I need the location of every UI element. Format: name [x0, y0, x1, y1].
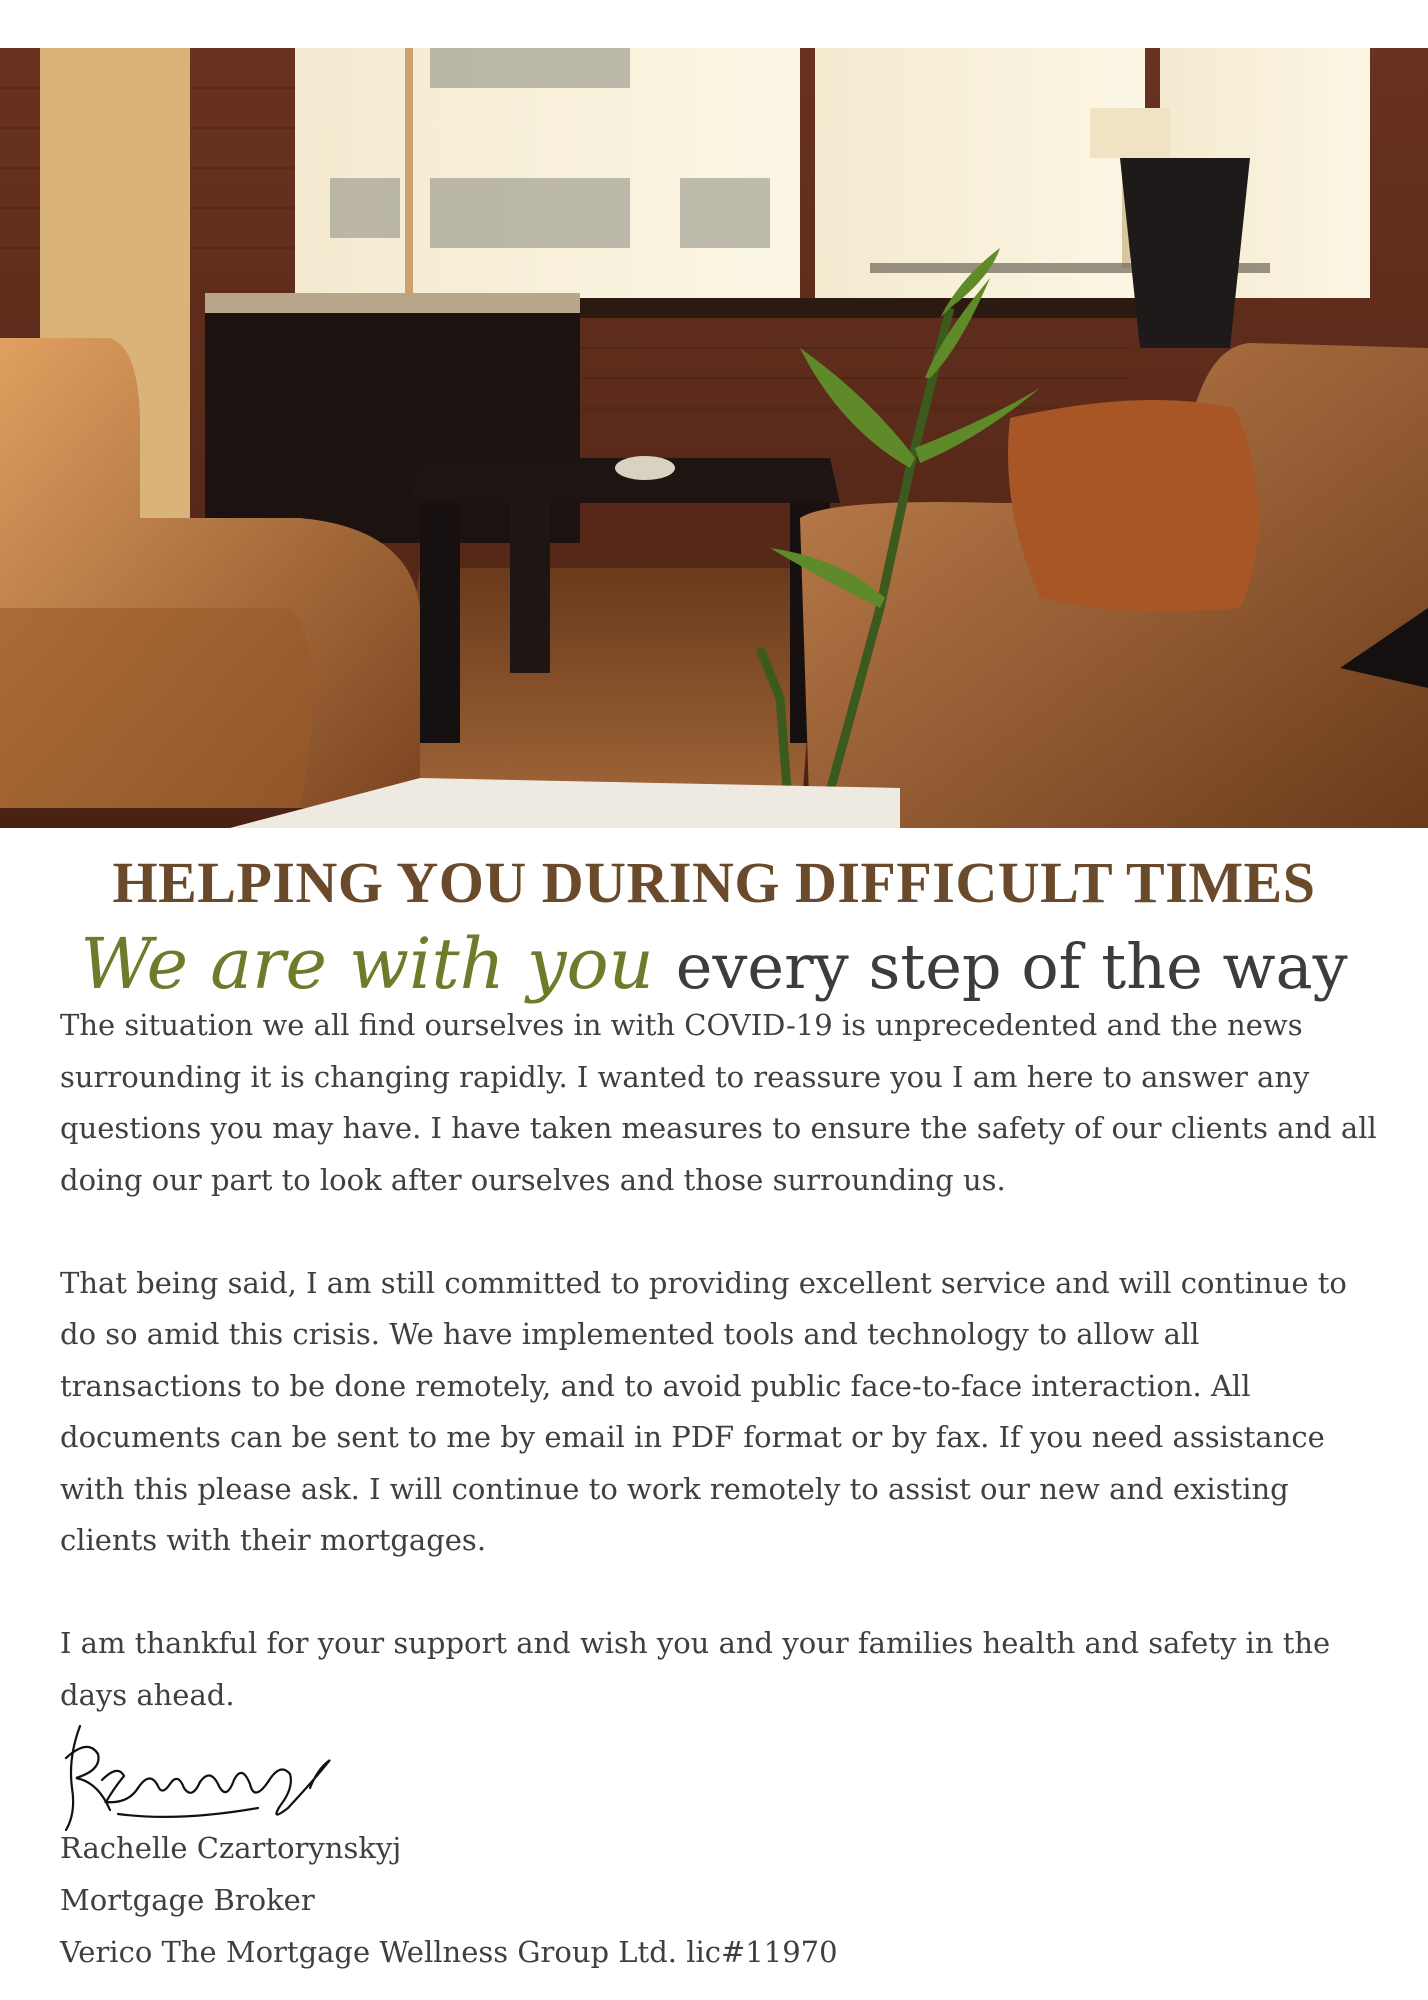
letter-paragraph: That being said, I am still committed to providing excellent service and will continue to do so amid this crisis. We have implemented tools and technology to allow all transactions to be done remotely, and to avoid public face-to-face interaction. All documents can be sent to me by email in PDF format or by fax. If you need assistance with this please ask. I will continue to work remotely to assist our new and existing clients with their mortgages. — [60, 1265, 1347, 1557]
letter-body — [60, 1000, 1390, 1721]
signature-block — [60, 1822, 838, 1978]
subheadline-plain: every step of the way — [675, 930, 1348, 1003]
letter-paragraph: I am thankful for your support and wish you and your families health and safety in the days ahead. — [60, 1626, 1331, 1712]
signer-title: Mortgage Broker — [60, 1883, 315, 1917]
subheadline-script: We are with you — [80, 923, 654, 1005]
letter-paragraph: The situation we all find ourselves in with COVID-19 is unprecedented and the news surrounding it is changing rapidly. I wanted to reassure you I am here to answer any questions you may have. I have taken measures to ensure the safety of our clients and all doing our part to look after ourselves and those surrounding us. — [60, 1008, 1377, 1197]
hero-photo — [0, 48, 1428, 828]
headline: HELPING YOU DURING DIFFICULT TIMES — [112, 850, 1316, 915]
signer-company: Verico The Mortgage Wellness Group Ltd. lic#11970 — [60, 1935, 838, 1969]
signer-name: Rachelle Czartorynskyj — [60, 1831, 402, 1865]
